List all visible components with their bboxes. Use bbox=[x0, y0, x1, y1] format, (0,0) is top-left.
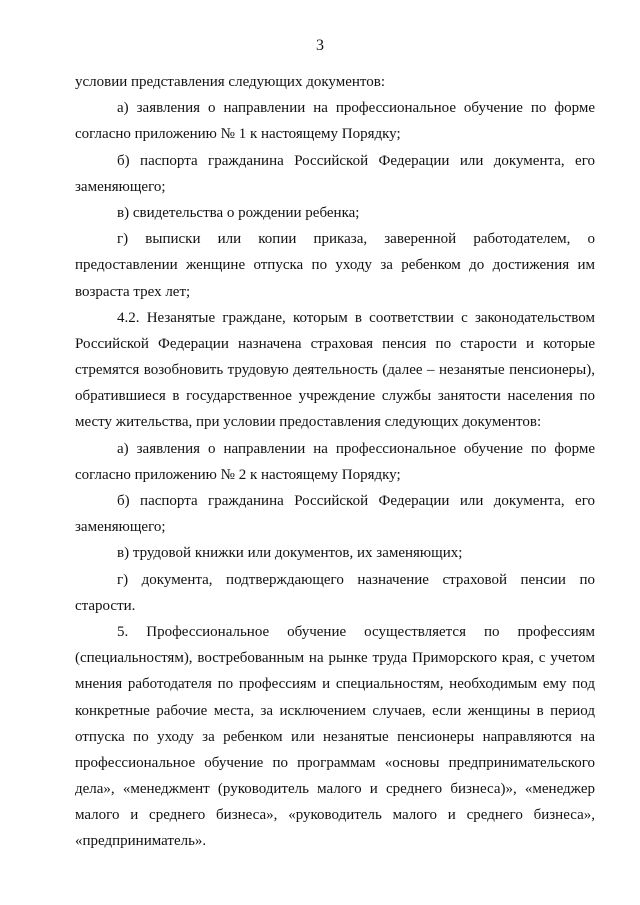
text-line: Российской Федерации назначена страховая пенсия по старости и которые bbox=[75, 335, 595, 352]
text-line: б) паспорта гражданина Российской Федерации или документа, его bbox=[117, 493, 595, 509]
text-line: стремятся возобновить трудовую деятельность (далее – незанятые пенсионеры), bbox=[75, 362, 595, 379]
text-line: г) документа, подтверждающего назначение страховой пенсии по bbox=[117, 571, 595, 588]
text-line: заменяющего; bbox=[75, 178, 166, 195]
text-line: г) выписки или копии приказа, заверенной работодателем, о bbox=[117, 231, 595, 248]
text-line: обратившиеся в государственное учреждение службы занятости населения по bbox=[75, 388, 595, 405]
text-line: старости. bbox=[75, 597, 136, 614]
text-line: б) паспорта гражданина Российской Федерации или документа, его bbox=[117, 152, 595, 169]
text-line: мнения работодателя по профессиям и специальностям, необходимым ему под bbox=[75, 676, 595, 693]
document-body bbox=[75, 72, 595, 858]
text-line: конкретные рабочие места, за исключением случаев, если женщины в период bbox=[75, 702, 595, 719]
text-line: «предприниматель». bbox=[75, 833, 207, 850]
text-line: профессиональное обучение по программам «основы предпринимательского bbox=[75, 754, 595, 771]
text-line: (специальностям), востребованным на рынке труда Приморского края, с учетом bbox=[75, 650, 595, 667]
text-line: в) трудовой книжки или документов, их заменяющих; bbox=[117, 545, 463, 562]
text-line: 5. Профессиональное обучение осуществляется по профессиям bbox=[117, 623, 595, 640]
text-line: 4.2. Незанятые граждане, которым в соответствии с законодательством bbox=[117, 309, 595, 326]
text-line: а) заявления о направлении на профессиональное обучение по форме bbox=[117, 440, 595, 457]
text-line: согласно приложению № 2 к настоящему Порядку; bbox=[75, 466, 401, 483]
text-line: малого и среднего бизнеса», «руководитель малого и среднего бизнеса», bbox=[75, 807, 595, 824]
text-line: заменяющего; bbox=[75, 519, 166, 536]
text-line: месту жительства, при условии предоставления следующих документов: bbox=[75, 414, 542, 431]
text-line: согласно приложению № 1 к настоящему Порядку; bbox=[75, 126, 401, 143]
text-line: а) заявления о направлении на профессиональное обучение по форме bbox=[117, 100, 595, 117]
text-line: возраста трех лет; bbox=[75, 283, 191, 300]
text-line: условии представления следующих документов: bbox=[75, 74, 385, 90]
text-line: отпуска по уходу за ребенком или незанятые пенсионеры направляются на bbox=[75, 728, 595, 745]
page-number: 3 bbox=[316, 37, 324, 54]
text-line: в) свидетельства о рождении ребенка; bbox=[117, 204, 360, 221]
text-line: предоставлении женщине отпуска по уходу за ребенком до достижения им bbox=[75, 257, 595, 274]
text-line: дела», «менеджмент (руководитель малого и среднего бизнеса)», «менеджер bbox=[75, 781, 595, 798]
